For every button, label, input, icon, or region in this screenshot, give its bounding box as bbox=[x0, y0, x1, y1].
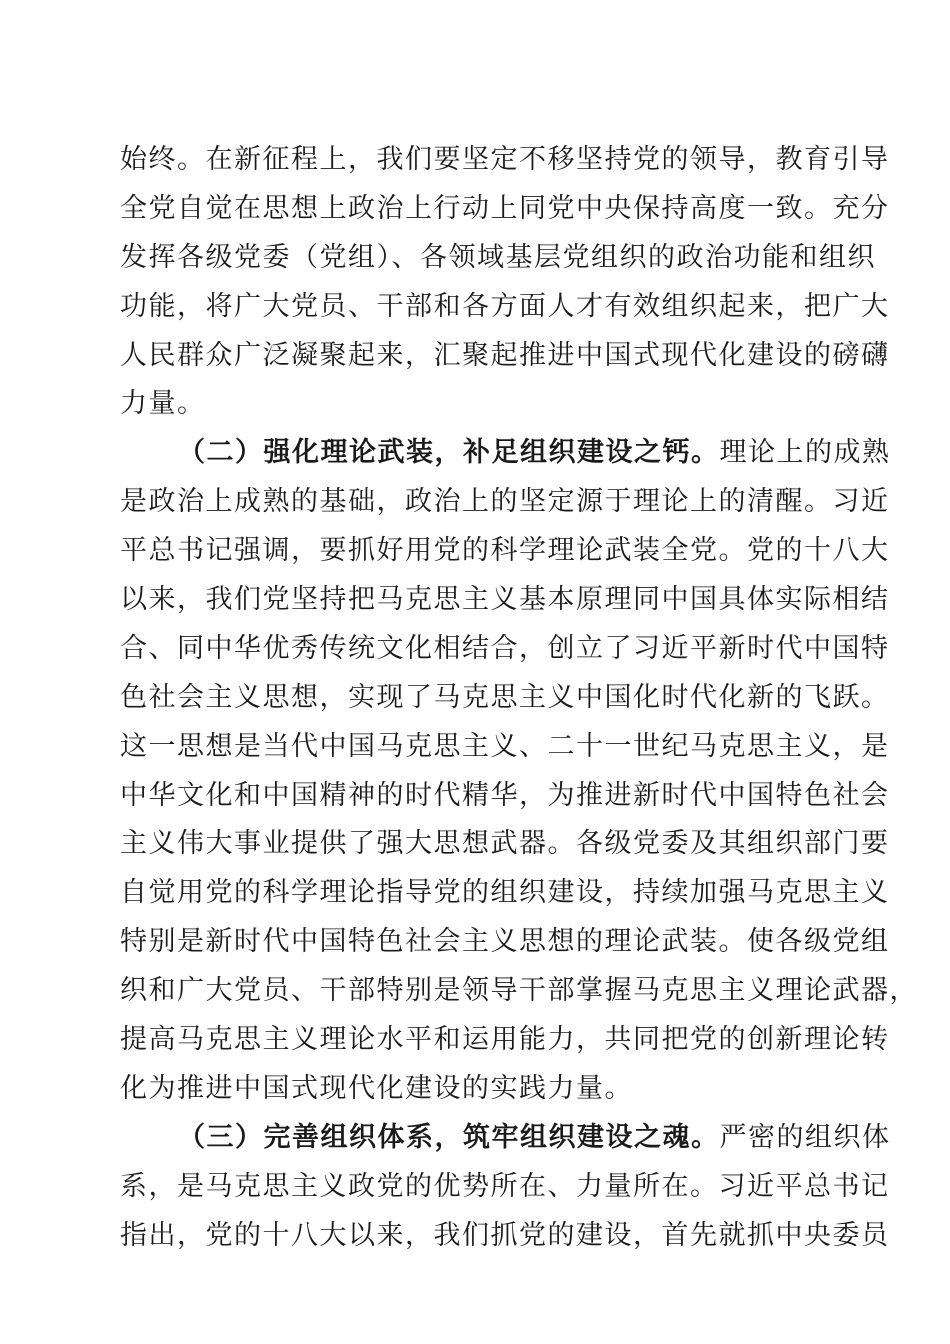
text-line: 特别是新时代中国特色社会主义思想的理论武装。使各级党组 bbox=[120, 926, 890, 958]
text-line: 人民群众广泛凝聚起来，汇聚起推进中国式现代化建设的磅礴 bbox=[120, 339, 890, 371]
text-line: 发挥各级党委（党组）、各领域基层党组织的政治功能和组织 bbox=[120, 241, 876, 273]
text-line: 是政治上成熟的基础，政治上的坚定源于理论上的清醒。习近 bbox=[120, 486, 890, 518]
text-line: 自觉用党的科学理论指导党的组织建设，持续加强马克思主义 bbox=[120, 877, 890, 909]
body-text bbox=[120, 136, 918, 1260]
text-line: 功能，将广大党员、干部和各方面人才有效组织起来，把广大 bbox=[120, 290, 890, 322]
text-line: 色社会主义思想，实现了马克思主义中国化时代化新的飞跃。 bbox=[120, 681, 890, 713]
paragraph-first-line bbox=[120, 1114, 891, 1163]
text-line: 始终。在新征程上，我们要坚定不移坚持党的领导，教育引导 bbox=[120, 144, 890, 175]
text-run: 理论上的成熟 bbox=[719, 437, 891, 469]
text-line: 平总书记强调，要抓好用党的科学理论武装全党。党的十八大 bbox=[120, 535, 890, 567]
section-heading: （三）完善组织体系，筑牢组织建设之魂。 bbox=[178, 1121, 720, 1153]
text-line: 全党自觉在思想上政治上行动上同党中央保持高度一致。充分 bbox=[120, 192, 890, 224]
paragraph-first-line bbox=[120, 429, 891, 478]
text-line: 提高马克思主义理论水平和运用能力，共同把党的创新理论转 bbox=[120, 1024, 890, 1056]
text-line: 中华文化和中国精神的时代精华，为推进新时代中国特色社会 bbox=[120, 779, 890, 811]
text-line: 织和广大党员、干部特别是领导干部掌握马克思主义理论武器， bbox=[120, 975, 918, 1007]
text-line: 力量。 bbox=[120, 388, 206, 420]
text-line: 主义伟大事业提供了强大思想武器。各级党委及其组织部门要 bbox=[120, 828, 890, 860]
text-line: 这一思想是当代中国马克思主义、二十一世纪马克思主义，是 bbox=[120, 730, 890, 762]
text-line: 指出，党的十八大以来，我们抓党的建设，首先就抓中央委员 bbox=[120, 1219, 890, 1251]
section-heading: （二）强化理论武装，补足组织建设之钙。 bbox=[178, 437, 720, 469]
text-line: 系，是马克思主义政党的优势所在、力量所在。习近平总书记 bbox=[120, 1170, 890, 1202]
text-line: 合、同中华优秀传统文化相结合，创立了习近平新时代中国特 bbox=[120, 632, 890, 664]
text-line: 以来，我们党坚持把马克思主义基本原理同中国具体实际相结 bbox=[120, 584, 890, 616]
text-line: 化为推进中国式现代化建设的实践力量。 bbox=[120, 1072, 633, 1104]
text-run: 严密的组织体 bbox=[719, 1121, 891, 1153]
